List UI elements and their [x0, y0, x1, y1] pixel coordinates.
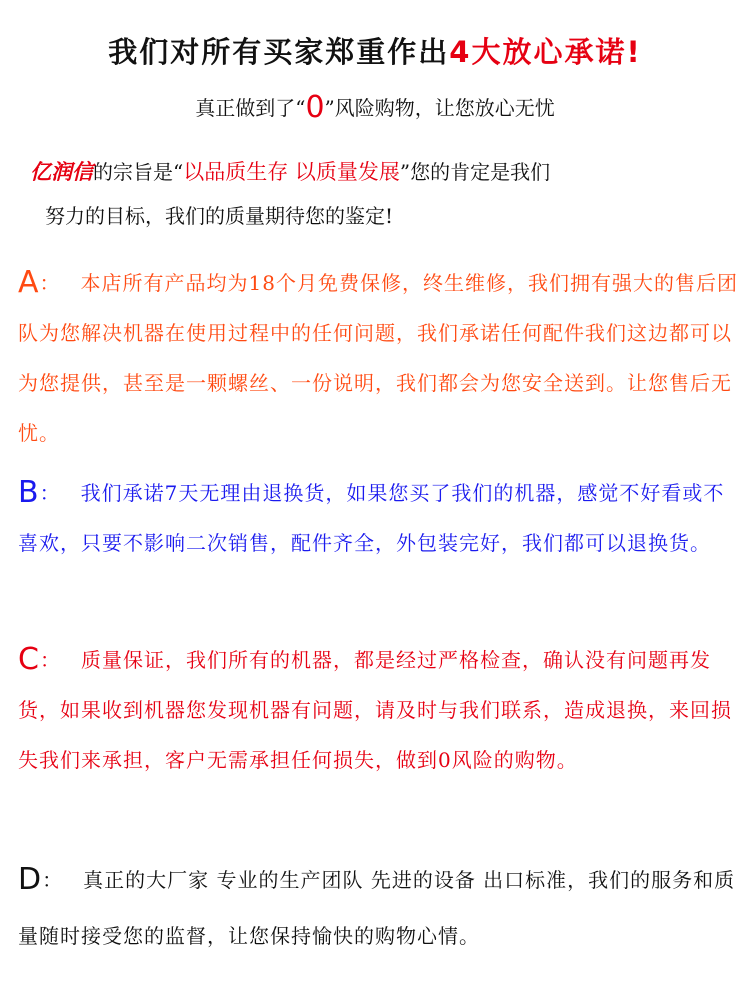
promise-d-text: 真正的大厂家 专业的生产团队 先进的设备 出口标准，我们的服务和质量随时接受您的监督，让您保持愉快的购物心情。 [18, 868, 736, 948]
subtitle-zero: 0 [305, 90, 325, 125]
promise-c-text: 质量保证，我们所有的机器，都是经过严格检查，确认没有问题再发货，如果收到机器您发现机器有问题，请及时与我们联系，造成退换，来回损失我们来承担，客户无需承担任何损失，做到0风险的购物。 [18, 648, 732, 772]
promise-c [18, 635, 738, 785]
promise-c-separator: ： [39, 648, 61, 672]
promise-b [18, 468, 738, 568]
intro-paragraph [30, 150, 730, 238]
title-black-text: 我们对所有买家郑重作出 [108, 35, 450, 69]
subtitle [0, 90, 750, 125]
intro-text-2: ”您的肯定是我们 [399, 160, 551, 184]
promise-b-separator: ： [39, 481, 61, 505]
intro-slogan: 以品质生存 以质量发展 [183, 160, 400, 184]
intro-text-1: 的宗旨是“ [93, 160, 184, 184]
page-title [0, 30, 750, 71]
promise-a [18, 258, 738, 458]
promise-a-text: 本店所有产品均为18个月免费保修，终生维修，我们拥有强大的售后团队为您解决机器在使用过程中的任何问题，我们承诺任何配件我们这边都可以为您提供，甚至是一颗螺丝、一份说明，我们都会为您安全送到。让您售后无忧。 [18, 271, 738, 445]
promise-a-letter: A [18, 265, 40, 300]
promise-d [18, 852, 738, 964]
promise-b-text: 我们承诺7天无理由退换货，如果您买了我们的机器，感觉不好看或不喜欢，只要不影响二次销售，配件齐全，外包装完好，我们都可以退换货。 [18, 481, 725, 555]
title-red-text: 4大放心承诺! [449, 35, 642, 69]
promise-b-letter: B [18, 475, 40, 510]
promise-d-letter: D [18, 862, 43, 897]
promise-d-separator: ： [42, 868, 64, 892]
promise-c-letter: C [18, 642, 40, 677]
intro-line-2: 努力的目标，我们的质量期待您的鉴定! [45, 204, 394, 228]
subtitle-after: ”风险购物，让您放心无忧 [324, 96, 555, 120]
brand-name: 亿润信 [30, 159, 93, 184]
subtitle-before: 真正做到了“ [195, 96, 306, 120]
intro-line-1 [30, 150, 730, 194]
promise-a-separator: ： [39, 271, 61, 295]
